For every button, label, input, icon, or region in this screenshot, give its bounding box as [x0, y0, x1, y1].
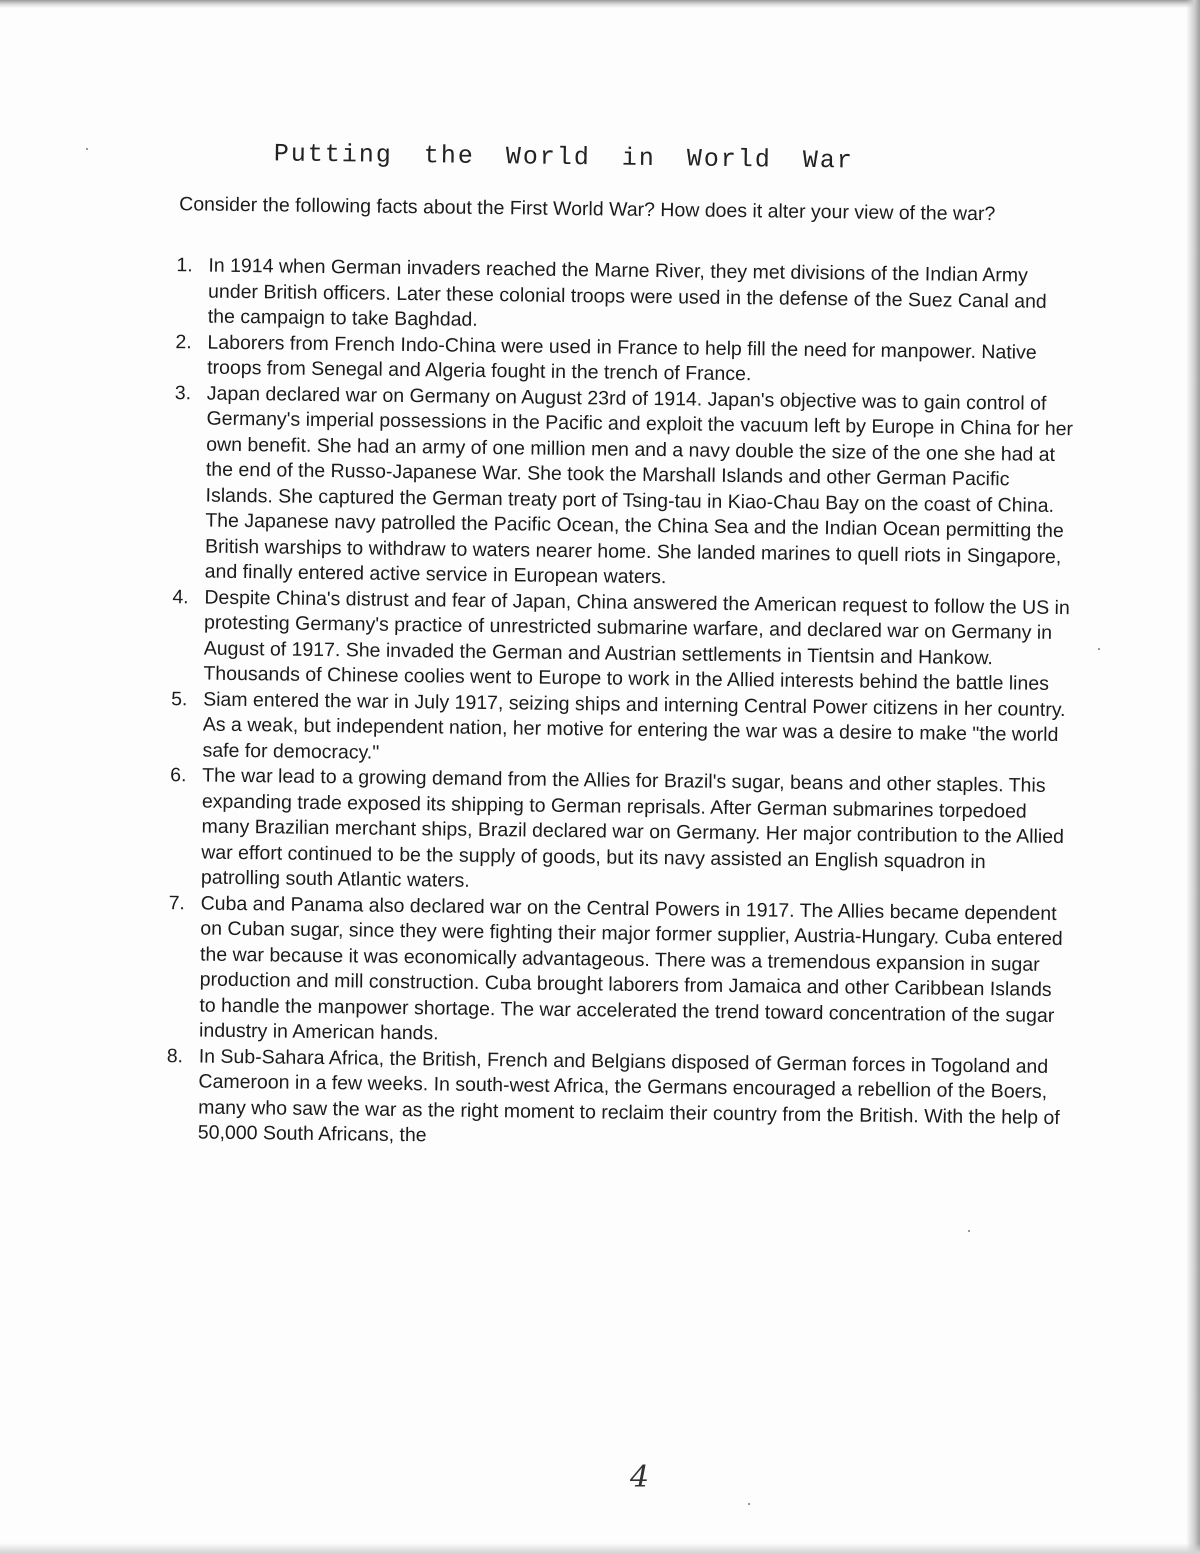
- intro-prompt: Consider the following facts about the First World War? How does it alter your view of the war?: [179, 193, 996, 226]
- scan-top-edge: [0, 0, 1200, 8]
- fact-text: Despite China's distrust and fear of Japan, China answered the American request to follow the US in protesting Germany's practice of unrestricted submarine warfare, and declared war on Germany in August of 1917. She invaded the German and Austrian settlements in Tientsin and Hankow. Thousands of Chinese coolies went to Europe to work in the Allied interests behind the battle lines: [203, 586, 1070, 695]
- scan-speck: [1098, 648, 1100, 650]
- fact-text: The war lead to a growing demand from the Allies for Brazil's sugar, beans and other staples. This expanding trade exposed its shipping to German reprisals. After German submarines torpedoed many Brazilian merchant ships, Brazil declared war on Germany. Her major contribution to the Allied war effort continued to be the supply of goods, but its navy assisted an English squadron in patrolling south Atlantic waters.: [200, 764, 1065, 892]
- fact-text: Cuba and Panama also declared war on the Central Powers in 1917. The Allies became dependent on Cuban sugar, since they were fighting their major former supplier, Austria-Hungary. Cuba entered the war because it was economically advantageous. There was a tremendous expansion in sugar production and mill construction. Cuba brought laborers from Jamaica and other Caribbean Islands to handle the manpower shortage. The war accelerated the trend toward concentration of the sugar industry in American hands.: [198, 892, 1063, 1045]
- scan-right-edge: [1186, 0, 1200, 1553]
- scan-speck: [968, 1230, 970, 1232]
- scan-speck: [748, 1503, 750, 1505]
- fact-number: 3.: [174, 381, 192, 404]
- fact-number: 4.: [172, 585, 189, 608]
- facts-list: [150, 253, 1076, 1157]
- fact-number: 1.: [176, 254, 193, 277]
- fact-number: 8.: [166, 1044, 184, 1067]
- fact-item: [150, 1043, 1066, 1156]
- document-body: [150, 138, 1077, 1157]
- fact-text: In 1914 when German invaders reached the Marne River, they met divisions of the Indian Army under British officers. Later these colonial troops were used in the defense of the Suez Canal and the campaign to take Baghdad.: [207, 254, 1047, 331]
- scan-speck: [86, 148, 88, 150]
- fact-item: [151, 890, 1068, 1054]
- fact-text: Japan declared war on Germany on August 23rd of 1914. Japan's objective was to gain control of Germany's imperial possessions in the Pacific and exploit the vacuum left by Europe in China for her own benefit. She had an army of one million men and a navy double the size of the one she had at the end of the Russo-Japanese War. She took the Marshall Islands and other German Pacific Islands. She captured the German treaty port of Tsing-tau in Kiao-Chau Bay on the coast of China. The Japanese navy patrolled the Pacific Ocean, the China Sea and the Indian Ocean permitting the British warships to withdraw to waters nearer home. She landed marines to quell riots in Singapore, and finally entered active service in European waters.: [204, 382, 1074, 589]
- fact-item: [155, 584, 1071, 697]
- fact-number: 2.: [175, 330, 192, 353]
- document-title: Putting the World in World War: [273, 139, 855, 176]
- scan-bottom-edge: [0, 1543, 1200, 1553]
- fact-number: 6.: [170, 764, 187, 787]
- fact-item: [153, 763, 1069, 902]
- fact-number: 5.: [171, 687, 188, 710]
- fact-item: [160, 253, 1076, 341]
- fact-text: Siam entered the war in July 1917, seizing ships and interning Central Power citizens in her country. As a weak, but independent nation, her motive for entering the war was a desire to make "the world safe for democracy.": [202, 688, 1066, 764]
- fact-number: 7.: [168, 891, 186, 914]
- fact-item: [154, 686, 1070, 774]
- fact-text: Laborers from French Indo-China were used in France to help fill the need for manpower. Native troops from Senegal and Algeria fought in the trench of France.: [207, 331, 1037, 386]
- fact-item: [157, 380, 1074, 595]
- fact-text: In Sub-Sahara Africa, the British, French and Belgians disposed of German forces in Togoland and Cameroon in a few weeks. In south-west Africa, the Germans encouraged a rebellion of the Boers, many who saw the war as the right moment to reclaim their country from the British. With the help of 50,000 South Africans, the: [197, 1045, 1060, 1147]
- page-number: 4: [630, 1460, 650, 1495]
